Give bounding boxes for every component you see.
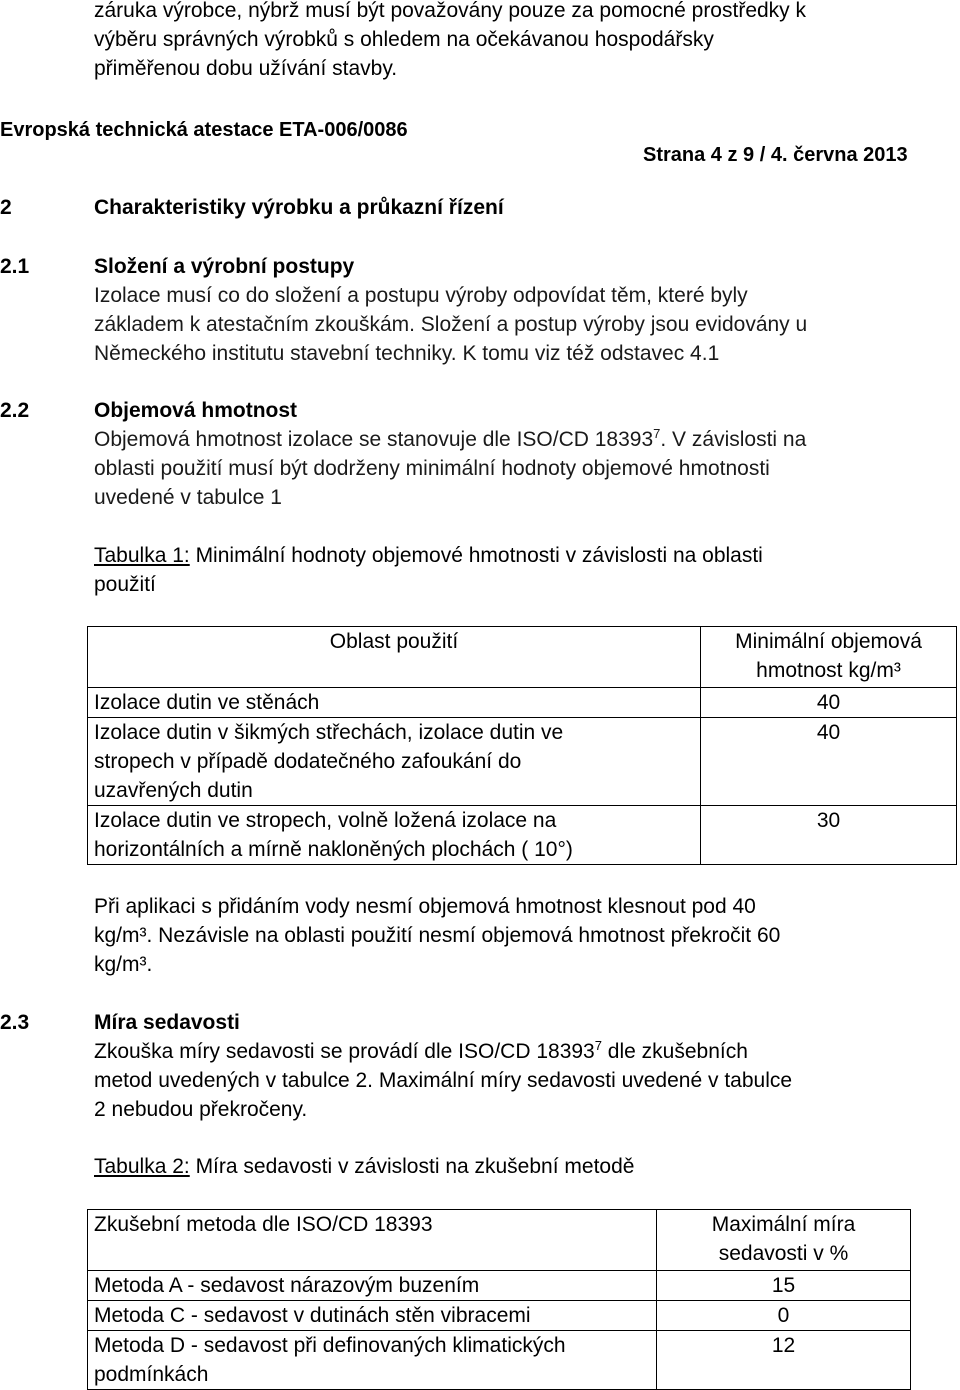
subsection-title: Objemová hmotnost — [94, 399, 298, 422]
cell-line: horizontálních a mírně nakloněných plochách ( 10°) — [94, 838, 573, 861]
table-cell-value: 0 — [657, 1301, 911, 1331]
body-line: kg/m³. — [94, 953, 153, 976]
table-cell-value: 12 — [657, 1331, 911, 1390]
footnote-ref: 7 — [594, 1038, 602, 1053]
table-cell-value: 40 — [701, 688, 957, 718]
table-row — [88, 1331, 911, 1390]
section-title: Charakteristiky výrobku a průkazní řízení — [94, 196, 504, 219]
body-line: základem k atestačním zkouškám. Složení a postup výroby jsou evidovány u — [94, 313, 808, 336]
table-1-caption-line2: použití — [94, 573, 156, 596]
cell-line: podmínkách — [94, 1363, 209, 1386]
subsection-2-2-after — [94, 892, 956, 979]
table-cell — [88, 1331, 657, 1390]
subsection-title: Složení a výrobní postupy — [94, 255, 355, 278]
body-line: metod uvedených v tabulce 2. Maximální míry sedavosti uvedené v tabulce — [94, 1069, 793, 1092]
table-header-cell — [657, 1210, 911, 1271]
subsection-number: 2.1 — [0, 255, 30, 278]
section-number: 2 — [0, 196, 12, 219]
table-header-row — [88, 1210, 911, 1271]
intro-line: výběru správných výrobků s ohledem na očekávanou hospodářsky — [94, 28, 714, 51]
table-1-caption — [94, 541, 763, 570]
header-text: Minimální objemová — [735, 630, 922, 653]
caption-text: Minimální hodnoty objemové hmotnosti v závislosti na oblasti — [189, 544, 763, 567]
body-text: dle zkušebních — [601, 1040, 748, 1063]
table-cell: Izolace dutin ve stěnách — [88, 688, 701, 718]
table-cell: Metoda C - sedavost v dutinách stěn vibracemi — [88, 1301, 657, 1331]
body-line: 2 nebudou překročeny. — [94, 1098, 308, 1121]
body-line: kg/m³. Nezávisle na oblasti použití nesmí objemová hmotnost překročit 60 — [94, 924, 781, 947]
table-2-caption — [94, 1152, 634, 1181]
body-text: Objemová hmotnost izolace se stanovuje dle ISO/CD 18393 — [94, 428, 654, 451]
intro-line: záruka výrobce, nýbrž musí být považovány pouze za pomocné prostředky k — [94, 0, 807, 22]
subsection-2-2-body — [94, 425, 956, 512]
table-cell — [88, 806, 701, 865]
table-cell-value: 30 — [701, 806, 957, 865]
body-text: . V závislosti na — [660, 428, 807, 451]
intro-paragraph — [94, 0, 954, 83]
body-line — [94, 425, 956, 454]
table-row — [88, 1271, 911, 1301]
subsection-number: 2.2 — [0, 399, 30, 422]
table-row — [88, 806, 957, 865]
subsection-number: 2.3 — [0, 1011, 30, 1034]
header-text: hmotnost kg/m³ — [756, 659, 901, 682]
caption-label: Tabulka 2: — [94, 1155, 190, 1178]
cell-line: stropech v případě dodatečného zafoukání do — [94, 750, 522, 773]
table-header-cell: Zkušební metoda dle ISO/CD 18393 — [88, 1210, 657, 1271]
body-line: oblasti použití musí být dodrženy minimální hodnoty objemové hmotnosti — [94, 457, 770, 480]
footnote-ref: 7 — [653, 426, 661, 441]
table-header-cell — [701, 627, 957, 688]
table-1 — [87, 626, 957, 865]
table-cell: Metoda A - sedavost nárazovým buzením — [88, 1271, 657, 1301]
header-text: Maximální míra — [711, 1213, 856, 1236]
intro-line: přiměřenou dobu užívání stavby. — [94, 57, 398, 80]
body-line: Izolace musí co do složení a postupu výroby odpovídat těm, které byly — [94, 284, 748, 307]
table-cell-value: 40 — [701, 718, 957, 806]
section-2-heading — [0, 193, 504, 222]
cell-line: Metoda D - sedavost při definovaných klimatických — [94, 1334, 566, 1357]
cell-line: Izolace dutin ve stropech, volně ložená izolace na — [94, 809, 557, 832]
table-header-cell: Oblast použití — [88, 627, 701, 688]
cell-line: uzavřených dutin — [94, 779, 253, 802]
cell-line: Izolace dutin v šikmých střechách, izolace dutin ve — [94, 721, 564, 744]
table-2 — [87, 1209, 911, 1390]
body-line: uvedené v tabulce 1 — [94, 486, 282, 509]
caption-text: Míra sedavosti v závislosti na zkušební metodě — [189, 1155, 635, 1178]
table-row — [88, 1301, 911, 1331]
subsection-2-3-body — [94, 1037, 956, 1124]
table-row — [88, 688, 957, 718]
table-cell — [88, 718, 701, 806]
table-row — [88, 718, 957, 806]
table-cell-value: 15 — [657, 1271, 911, 1301]
subsection-title: Míra sedavosti — [94, 1011, 240, 1034]
body-line: Při aplikaci s přidáním vody nesmí objemová hmotnost klesnout pod 40 — [94, 895, 756, 918]
header-text: sedavosti v % — [718, 1242, 849, 1265]
subsection-2-1-body — [94, 281, 956, 368]
table-header-row — [88, 627, 957, 688]
caption-label: Tabulka 1: — [94, 544, 190, 567]
body-line — [94, 1037, 956, 1066]
document-header-title: Evropská technická atestace ETA-006/0086 — [0, 119, 408, 141]
body-text: Zkouška míry sedavosti se provádí dle ISO/CD 18393 — [94, 1040, 595, 1063]
body-line: Německého institutu stavební techniky. K tomu viz též odstavec 4.1 — [94, 342, 720, 365]
page-info: Strana 4 z 9 / 4. června 2013 — [643, 144, 908, 166]
